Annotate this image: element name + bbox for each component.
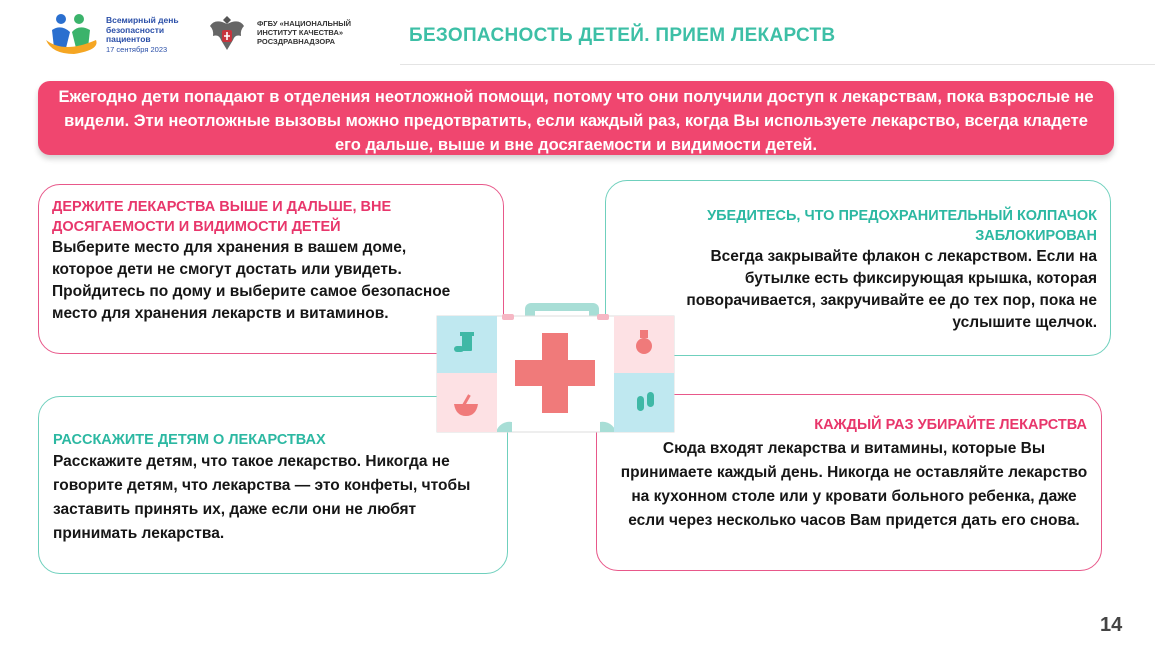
card-heading: РАССКАЖИТЕ ДЕТЯМ О ЛЕКАРСТВАХ (53, 432, 326, 448)
card-body: Расскажите детям, что такое лекарство. Никогда не говорите детям, что лекарства — это конфеты, чтобы заставить принять их, даже если они не любят принимать лекарства. (53, 453, 471, 542)
header-divider (400, 64, 1155, 65)
card-heading: КАЖДЫЙ РАЗ УБИРАЙТЕ ЛЕКАРСТВА (814, 417, 1087, 433)
logo1-caption: Всемирный день безопасности пациентов 17 сентября 2023 (106, 15, 179, 54)
logo1-date: 17 сентября 2023 (106, 44, 168, 54)
logo2-caption: ФГБУ «НАЦИОНАЛЬНЫЙ ИНСТИТУТ КАЧЕСТВА» РОСЗДРАВНАДЗОРА (257, 19, 352, 46)
first-aid-kit-icon (432, 300, 682, 440)
page-number: 14 (1100, 614, 1123, 636)
patient-safety-day-logo (44, 10, 194, 60)
card-body: Всегда закрывайте флакон с лекарством. Если на бутылке есть фиксирующая крышка, которая поворачивается, закручивайте ее до тех пор, пока не услышите щелчок. (686, 248, 1097, 331)
mortar-tile (437, 373, 497, 432)
card-heading: ДЕРЖИТЕ ЛЕКАРСТВА ВЫШЕ И ДАЛЬШЕ, ВНЕ ДОСЯГАЕМОСТИ И ВИДИМОСТИ ДЕТЕЙ (52, 199, 392, 235)
card-body: Выберите место для хранения в вашем доме, которое дети не смогут достать или увидеть. Пройдитесь по дому и выберите самое безопасное место для хранения лекарств и витаминов. (52, 239, 451, 322)
card-body: Сюда входят лекарства и витамины, которые Вы принимаете каждый день. Никогда не оставляйте лекарство на кухонном столе или у кровати больного ребенка, даже если через несколько часов Вам придется дать его снова. (620, 440, 1088, 529)
double-eagle-emblem-icon (207, 12, 247, 56)
intro-banner: Ежегодно дети попадают в отделения неотложной помощи, потому что они получили доступ к лекарствам, пока взрослые не видели. Эти неотложные вызовы можно предотвратить, если каждый раз, когда Вы используете лекарство, всегда кладете его дальше, выше и вне досягаемости и видимости детей. (38, 81, 1114, 155)
people-hands-icon (44, 10, 104, 56)
page-title: БЕЗОПАСНОСТЬ ДЕТЕЙ. ПРИЕМ ЛЕКАРСТВ (409, 25, 836, 46)
card-heading: УБЕДИТЕСЬ, ЧТО ПРЕДОХРАНИТЕЛЬНЫЙ КОЛПАЧОК ЗАБЛОКИРОВАН (707, 208, 1097, 244)
quality-institute-logo (207, 12, 377, 58)
